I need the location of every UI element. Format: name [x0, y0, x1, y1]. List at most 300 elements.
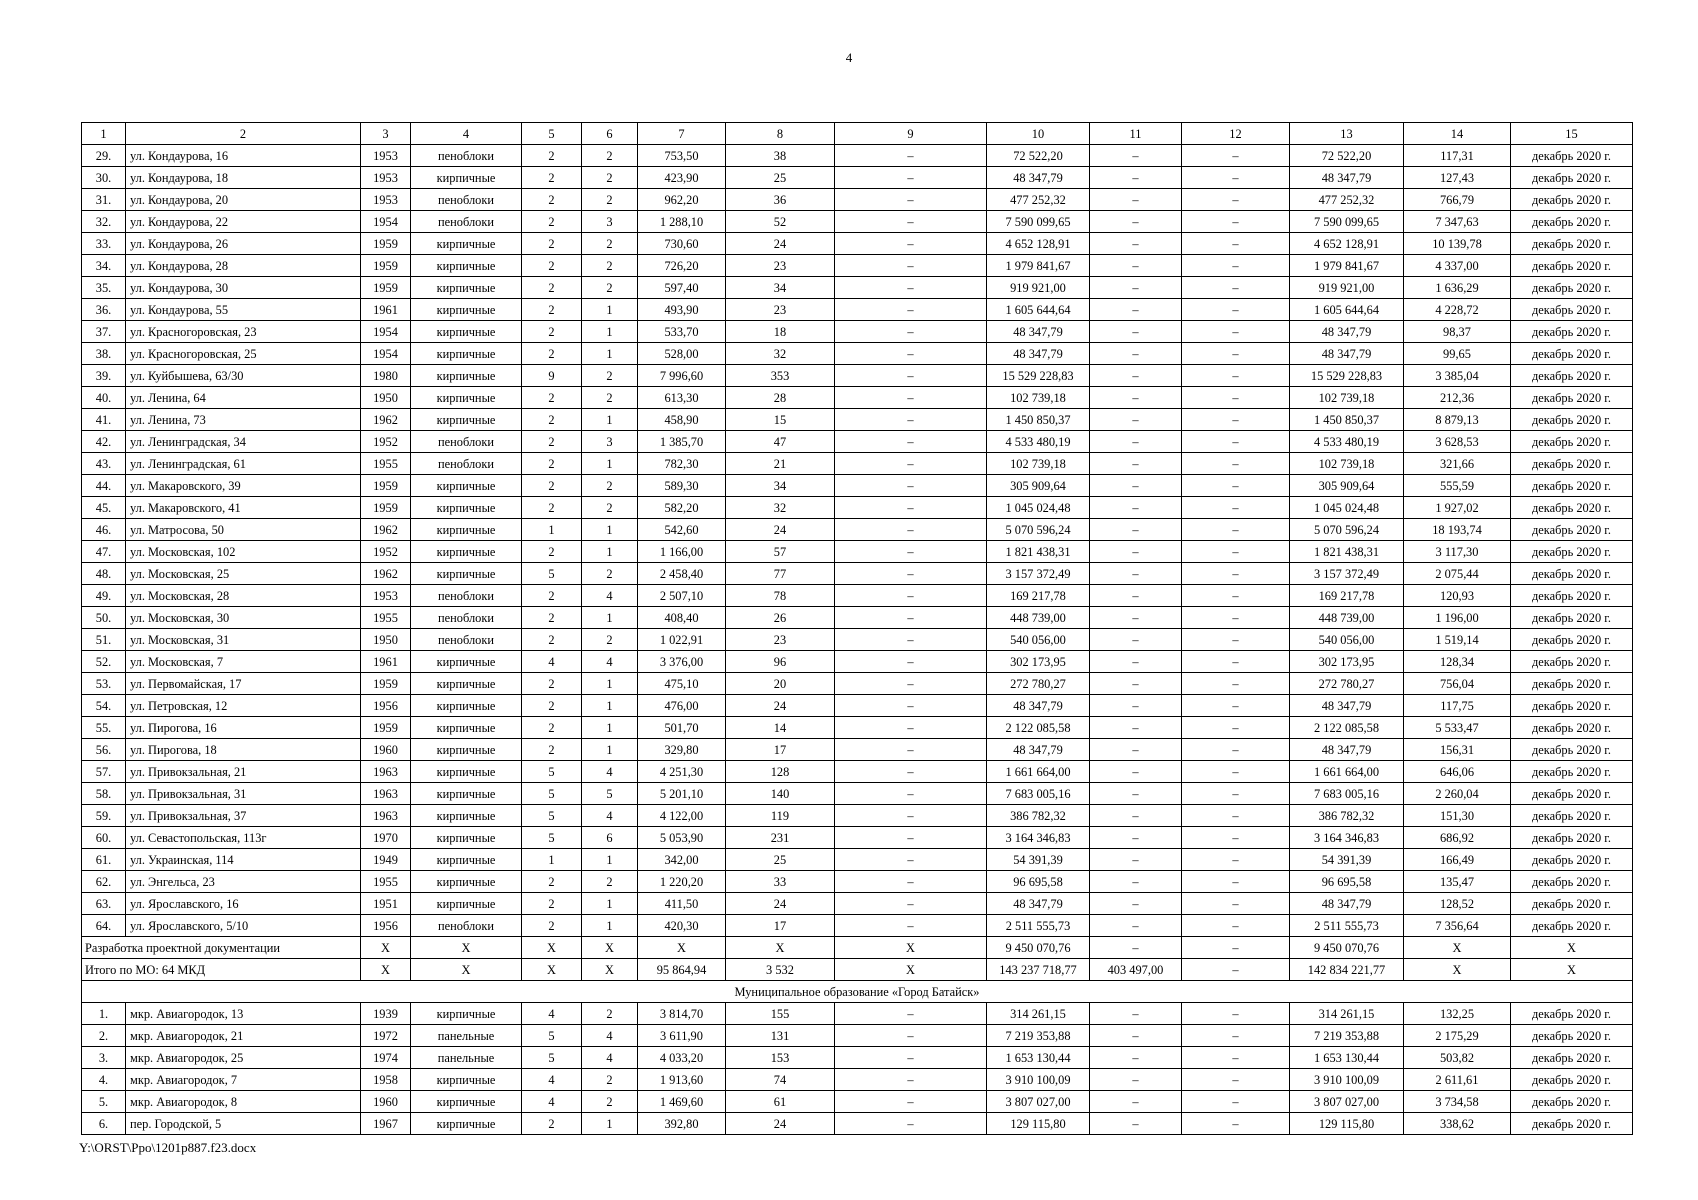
table-cell: 48 347,79 — [987, 321, 1090, 343]
table-cell: 74 — [726, 1069, 835, 1091]
table-cell: 2 — [582, 629, 638, 651]
table-cell: панельные — [411, 1025, 522, 1047]
table-cell: 132,25 — [1404, 1003, 1511, 1025]
address-cell: мкр. Авиагородок, 25 — [126, 1047, 361, 1069]
table-cell: 2 — [522, 145, 582, 167]
table-cell: 582,20 — [638, 497, 726, 519]
table-cell: кирпичные — [411, 321, 522, 343]
table-cell: – — [835, 695, 987, 717]
table-cell: 1 — [582, 893, 638, 915]
table-cell: 2 — [522, 541, 582, 563]
table-cell: 2 — [522, 343, 582, 365]
column-header: 11 — [1090, 123, 1182, 145]
address-cell: ул. Петровская, 12 — [126, 695, 361, 717]
total-row-label: Итого по МО: 64 МКД — [82, 959, 361, 981]
table-cell: кирпичные — [411, 387, 522, 409]
table-cell: – — [1090, 871, 1182, 893]
table-cell: 726,20 — [638, 255, 726, 277]
table-cell: 305 909,64 — [1290, 475, 1404, 497]
table-cell: – — [1182, 915, 1290, 937]
table-cell: X — [835, 937, 987, 959]
table-row — [82, 915, 1633, 937]
table-cell: 3 157 372,49 — [987, 563, 1090, 585]
table-cell: пеноблоки — [411, 189, 522, 211]
table-cell: кирпичные — [411, 365, 522, 387]
table-cell: кирпичные — [411, 871, 522, 893]
table-cell: 753,50 — [638, 145, 726, 167]
table-cell: 2 — [522, 915, 582, 937]
address-cell: ул. Макаровского, 41 — [126, 497, 361, 519]
address-cell: мкр. Авиагородок, 8 — [126, 1091, 361, 1113]
table-cell: 2 — [582, 1003, 638, 1025]
table-row — [82, 167, 1633, 189]
address-cell: мкр. Авиагородок, 21 — [126, 1025, 361, 1047]
table-cell: декабрь 2020 г. — [1511, 695, 1633, 717]
table-cell: 408,40 — [638, 607, 726, 629]
table-cell: 962,20 — [638, 189, 726, 211]
design-row-label: Разработка проектной документации — [82, 937, 361, 959]
table-cell: кирпичные — [411, 497, 522, 519]
table-cell: 458,90 — [638, 409, 726, 431]
table-cell: декабрь 2020 г. — [1511, 563, 1633, 585]
table-cell: декабрь 2020 г. — [1511, 497, 1633, 519]
table-cell: 4 337,00 — [1404, 255, 1511, 277]
table-row — [82, 255, 1633, 277]
table-cell: – — [1182, 761, 1290, 783]
table-cell: 2 — [522, 453, 582, 475]
table-header — [82, 123, 1633, 145]
table-cell: 3 164 346,83 — [987, 827, 1090, 849]
table-cell: 4 251,30 — [638, 761, 726, 783]
table-cell: 2 — [522, 629, 582, 651]
table-cell: 1 045 024,48 — [1290, 497, 1404, 519]
table-cell: – — [835, 849, 987, 871]
table-cell: пеноблоки — [411, 145, 522, 167]
table-cell: 1 — [582, 717, 638, 739]
table-cell: 48 347,79 — [1290, 167, 1404, 189]
table-cell: пеноблоки — [411, 607, 522, 629]
address-cell: ул. Матросова, 50 — [126, 519, 361, 541]
address-cell: ул. Ленина, 64 — [126, 387, 361, 409]
table-cell: 48 347,79 — [1290, 893, 1404, 915]
total-row — [82, 959, 1633, 981]
table-cell: 2 511 555,73 — [1290, 915, 1404, 937]
table-cell: декабрь 2020 г. — [1511, 893, 1633, 915]
table-cell: – — [1090, 783, 1182, 805]
table-cell: кирпичные — [411, 1069, 522, 1091]
table-cell: 55. — [82, 717, 126, 739]
table-cell: декабрь 2020 г. — [1511, 761, 1633, 783]
table-cell: – — [1090, 629, 1182, 651]
table-row — [82, 651, 1633, 673]
table-cell: 61 — [726, 1091, 835, 1113]
table-cell: – — [835, 233, 987, 255]
table-cell: – — [1090, 167, 1182, 189]
table-cell: 1 022,91 — [638, 629, 726, 651]
table-cell: 756,04 — [1404, 673, 1511, 695]
table-cell: 42. — [82, 431, 126, 453]
table-row — [82, 563, 1633, 585]
table-cell: 24 — [726, 1113, 835, 1135]
address-cell: ул. Кондаурова, 18 — [126, 167, 361, 189]
table-cell: 15 — [726, 409, 835, 431]
column-header: 10 — [987, 123, 1090, 145]
table-cell: 43. — [82, 453, 126, 475]
table-cell: 2 — [522, 431, 582, 453]
table-cell: – — [835, 277, 987, 299]
table-row — [82, 233, 1633, 255]
table-row — [82, 783, 1633, 805]
table-cell: – — [1090, 915, 1182, 937]
table-cell: 33. — [82, 233, 126, 255]
address-cell: ул. Красногоровская, 25 — [126, 343, 361, 365]
table-cell: 33 — [726, 871, 835, 893]
table-cell: – — [1090, 651, 1182, 673]
table-cell: 30. — [82, 167, 126, 189]
table-cell: 314 261,15 — [1290, 1003, 1404, 1025]
table-cell: 2 — [522, 277, 582, 299]
table-cell: – — [1090, 563, 1182, 585]
table-cell: 96 695,58 — [1290, 871, 1404, 893]
table-cell: декабрь 2020 г. — [1511, 1069, 1633, 1091]
table-cell: 26 — [726, 607, 835, 629]
table-cell: пеноблоки — [411, 915, 522, 937]
table-cell: 117,31 — [1404, 145, 1511, 167]
table-cell: – — [1090, 409, 1182, 431]
table-cell: декабрь 2020 г. — [1511, 849, 1633, 871]
table-cell: декабрь 2020 г. — [1511, 475, 1633, 497]
table-cell: 169 217,78 — [1290, 585, 1404, 607]
address-cell: ул. Московская, 30 — [126, 607, 361, 629]
table-cell: 142 834 221,77 — [1290, 959, 1404, 981]
table-cell: 5 053,90 — [638, 827, 726, 849]
table-cell: декабрь 2020 г. — [1511, 431, 1633, 453]
table-cell: – — [1182, 651, 1290, 673]
table-cell: 1950 — [361, 629, 411, 651]
table-cell: 3 807 027,00 — [1290, 1091, 1404, 1113]
table-cell: 1 821 438,31 — [987, 541, 1090, 563]
table-row — [82, 1069, 1633, 1091]
table-cell: – — [1182, 1069, 1290, 1091]
table-cell: 501,70 — [638, 717, 726, 739]
table-cell: 7 347,63 — [1404, 211, 1511, 233]
table-cell: – — [1182, 475, 1290, 497]
table-row — [82, 717, 1633, 739]
table-cell: 5. — [82, 1091, 126, 1113]
table-cell: 5 — [522, 1047, 582, 1069]
table-cell: – — [835, 1069, 987, 1091]
table-cell: – — [1182, 321, 1290, 343]
table-cell: 782,30 — [638, 453, 726, 475]
table-cell: кирпичные — [411, 651, 522, 673]
table-cell: 1 — [582, 321, 638, 343]
table-cell: декабрь 2020 г. — [1511, 651, 1633, 673]
table-cell: 1 450 850,37 — [987, 409, 1090, 431]
table-cell: 2 — [582, 145, 638, 167]
table-cell: X — [1404, 937, 1511, 959]
table-cell: 555,59 — [1404, 475, 1511, 497]
table-cell: 540 056,00 — [987, 629, 1090, 651]
table-cell: декабрь 2020 г. — [1511, 277, 1633, 299]
table-cell: декабрь 2020 г. — [1511, 453, 1633, 475]
table-row — [82, 673, 1633, 695]
table-cell: – — [1182, 717, 1290, 739]
table-cell: 1 469,60 — [638, 1091, 726, 1113]
table-row — [82, 519, 1633, 541]
table-cell: 2 507,10 — [638, 585, 726, 607]
table-row — [82, 607, 1633, 629]
table-cell: X — [582, 937, 638, 959]
table-cell: – — [835, 585, 987, 607]
table-cell: – — [835, 1113, 987, 1135]
table-cell: – — [1090, 1047, 1182, 1069]
address-cell: мкр. Авиагородок, 13 — [126, 1003, 361, 1025]
table-cell: 3 611,90 — [638, 1025, 726, 1047]
table-cell: декабрь 2020 г. — [1511, 409, 1633, 431]
table-row — [82, 849, 1633, 871]
table-cell: 48 347,79 — [1290, 343, 1404, 365]
table-cell: 4 — [522, 1003, 582, 1025]
table-cell: 140 — [726, 783, 835, 805]
table-cell: 386 782,32 — [987, 805, 1090, 827]
table-cell: 411,50 — [638, 893, 726, 915]
table-cell: декабрь 2020 г. — [1511, 1047, 1633, 1069]
table-cell: 4 228,72 — [1404, 299, 1511, 321]
table-cell: 78 — [726, 585, 835, 607]
table-cell: 613,30 — [638, 387, 726, 409]
table-cell: – — [1090, 673, 1182, 695]
table-cell: – — [1182, 277, 1290, 299]
table-row — [82, 453, 1633, 475]
table-cell: 2 — [522, 387, 582, 409]
table-cell: 3 628,53 — [1404, 431, 1511, 453]
address-cell: ул. Ленинградская, 34 — [126, 431, 361, 453]
table-cell: 2 122 085,58 — [987, 717, 1090, 739]
table-cell: – — [1090, 1091, 1182, 1113]
table-cell: 36. — [82, 299, 126, 321]
table-cell: – — [835, 871, 987, 893]
table-cell: 1963 — [361, 783, 411, 805]
table-cell: 7 996,60 — [638, 365, 726, 387]
table-cell: 4 533 480,19 — [1290, 431, 1404, 453]
table-cell: – — [1090, 805, 1182, 827]
table-cell: – — [1090, 1025, 1182, 1047]
table-cell: – — [835, 343, 987, 365]
table-cell: 3 157 372,49 — [1290, 563, 1404, 585]
table-cell: – — [835, 321, 987, 343]
table-cell: 476,00 — [638, 695, 726, 717]
table-cell: – — [1090, 453, 1182, 475]
table-cell: 1962 — [361, 563, 411, 585]
table-cell: 1960 — [361, 1091, 411, 1113]
table-cell: 2 — [522, 695, 582, 717]
table-cell: 48 347,79 — [1290, 695, 1404, 717]
table-cell: – — [1182, 1003, 1290, 1025]
table-cell: 1954 — [361, 321, 411, 343]
table-cell: декабрь 2020 г. — [1511, 343, 1633, 365]
table-cell: кирпичные — [411, 409, 522, 431]
table-cell: – — [835, 497, 987, 519]
table-cell: 1 — [582, 739, 638, 761]
table-cell: декабрь 2020 г. — [1511, 189, 1633, 211]
table-cell: – — [1182, 453, 1290, 475]
table-cell: X — [835, 959, 987, 981]
table-cell: 2 — [522, 321, 582, 343]
table-cell: 24 — [726, 695, 835, 717]
table-cell: 1958 — [361, 1069, 411, 1091]
table-cell: – — [1182, 827, 1290, 849]
table-cell: 1961 — [361, 651, 411, 673]
table-cell: – — [1182, 805, 1290, 827]
table-cell: 50. — [82, 607, 126, 629]
table-cell: 1950 — [361, 387, 411, 409]
table-cell: – — [1090, 761, 1182, 783]
table-cell: – — [835, 475, 987, 497]
table-cell: – — [835, 629, 987, 651]
table-cell: 2 122 085,58 — [1290, 717, 1404, 739]
address-cell: мкр. Авиагородок, 7 — [126, 1069, 361, 1091]
table-cell: 8 879,13 — [1404, 409, 1511, 431]
table-cell: 1 196,00 — [1404, 607, 1511, 629]
table-row — [82, 893, 1633, 915]
table-cell: 53. — [82, 673, 126, 695]
table-cell: 4 — [522, 651, 582, 673]
table-cell: 128 — [726, 761, 835, 783]
table-cell: – — [1182, 255, 1290, 277]
table-cell: – — [1090, 607, 1182, 629]
table-cell: 1 979 841,67 — [987, 255, 1090, 277]
table-cell: 3 164 346,83 — [1290, 827, 1404, 849]
table-cell: 2 — [582, 871, 638, 893]
table-cell: 4. — [82, 1069, 126, 1091]
address-cell: ул. Привокзальная, 31 — [126, 783, 361, 805]
table-cell: 5 — [522, 563, 582, 585]
address-cell: ул. Кондаурова, 26 — [126, 233, 361, 255]
table-cell: кирпичные — [411, 695, 522, 717]
table-row — [82, 343, 1633, 365]
column-header: 9 — [835, 123, 987, 145]
address-cell: ул. Севастопольская, 113г — [126, 827, 361, 849]
table-cell: 2 — [522, 739, 582, 761]
table-cell: 119 — [726, 805, 835, 827]
address-cell: ул. Привокзальная, 21 — [126, 761, 361, 783]
table-cell: – — [835, 541, 987, 563]
table-cell: декабрь 2020 г. — [1511, 717, 1633, 739]
table-cell: – — [1090, 475, 1182, 497]
table-cell: – — [1090, 321, 1182, 343]
table-cell: 23 — [726, 255, 835, 277]
table-cell: 9 450 070,76 — [987, 937, 1090, 959]
table-cell: декабрь 2020 г. — [1511, 321, 1633, 343]
table-row — [82, 761, 1633, 783]
table-cell: 589,30 — [638, 475, 726, 497]
table-cell: – — [835, 1025, 987, 1047]
table-row — [82, 805, 1633, 827]
address-cell: ул. Московская, 7 — [126, 651, 361, 673]
table-cell: кирпичные — [411, 563, 522, 585]
table-cell: кирпичные — [411, 761, 522, 783]
table-cell: 23 — [726, 629, 835, 651]
table-cell: 1956 — [361, 915, 411, 937]
table-cell: 2 075,44 — [1404, 563, 1511, 585]
table-cell: 15 529 228,83 — [987, 365, 1090, 387]
table-cell: 4 — [582, 805, 638, 827]
column-header: 3 — [361, 123, 411, 145]
column-header: 6 — [582, 123, 638, 145]
table-cell: декабрь 2020 г. — [1511, 167, 1633, 189]
table-cell: 155 — [726, 1003, 835, 1025]
table-cell: 34 — [726, 475, 835, 497]
table-cell: – — [1182, 1047, 1290, 1069]
table-cell: 54. — [82, 695, 126, 717]
table-cell: – — [1182, 189, 1290, 211]
table-cell: – — [1090, 497, 1182, 519]
table-cell: декабрь 2020 г. — [1511, 519, 1633, 541]
table-cell: кирпичные — [411, 783, 522, 805]
table-cell: кирпичные — [411, 1003, 522, 1025]
table-cell: 6 — [582, 827, 638, 849]
address-cell: ул. Ленинградская, 61 — [126, 453, 361, 475]
table-cell: 2 — [582, 1069, 638, 1091]
table-cell: кирпичные — [411, 299, 522, 321]
table-cell: – — [1182, 167, 1290, 189]
table-cell: X — [522, 937, 582, 959]
table-cell: 60. — [82, 827, 126, 849]
table-cell: декабрь 2020 г. — [1511, 1025, 1633, 1047]
table-cell: 129 115,80 — [1290, 1113, 1404, 1135]
table-cell: 7 683 005,16 — [987, 783, 1090, 805]
table-cell: – — [835, 563, 987, 585]
table-cell: 1956 — [361, 695, 411, 717]
table-cell: 47 — [726, 431, 835, 453]
table-cell: – — [835, 387, 987, 409]
table-body-part-2 — [82, 1003, 1633, 1135]
table-cell: 39. — [82, 365, 126, 387]
table-cell: 1 605 644,64 — [1290, 299, 1404, 321]
table-cell: – — [835, 189, 987, 211]
page-number: 4 — [845, 50, 853, 65]
table-row — [82, 365, 1633, 387]
table-cell: 7 590 099,65 — [1290, 211, 1404, 233]
table-cell: декабрь 2020 г. — [1511, 871, 1633, 893]
table-cell: – — [835, 607, 987, 629]
table-cell: – — [1090, 519, 1182, 541]
table-cell: 272 780,27 — [987, 673, 1090, 695]
table-cell: пеноблоки — [411, 629, 522, 651]
table-cell: 540 056,00 — [1290, 629, 1404, 651]
table-cell: декабрь 2020 г. — [1511, 365, 1633, 387]
table-cell: кирпичные — [411, 343, 522, 365]
table-cell: 1 385,70 — [638, 431, 726, 453]
table-cell: декабрь 2020 г. — [1511, 739, 1633, 761]
table-cell: 919 921,00 — [987, 277, 1090, 299]
table-cell: – — [1090, 299, 1182, 321]
table-cell: 5 — [522, 827, 582, 849]
table-row — [82, 211, 1633, 233]
table-cell: 10 139,78 — [1404, 233, 1511, 255]
table-cell: 2 — [522, 585, 582, 607]
table-cell: 2 — [522, 189, 582, 211]
address-cell: ул. Макаровского, 39 — [126, 475, 361, 497]
table-cell: 386 782,32 — [1290, 805, 1404, 827]
table-cell: – — [1182, 673, 1290, 695]
table-cell: – — [1182, 937, 1290, 959]
table-cell: кирпичные — [411, 1091, 522, 1113]
table-cell: 54 391,39 — [987, 849, 1090, 871]
table-cell: 72 522,20 — [1290, 145, 1404, 167]
table-cell: – — [835, 211, 987, 233]
table-cell: X — [522, 959, 582, 981]
